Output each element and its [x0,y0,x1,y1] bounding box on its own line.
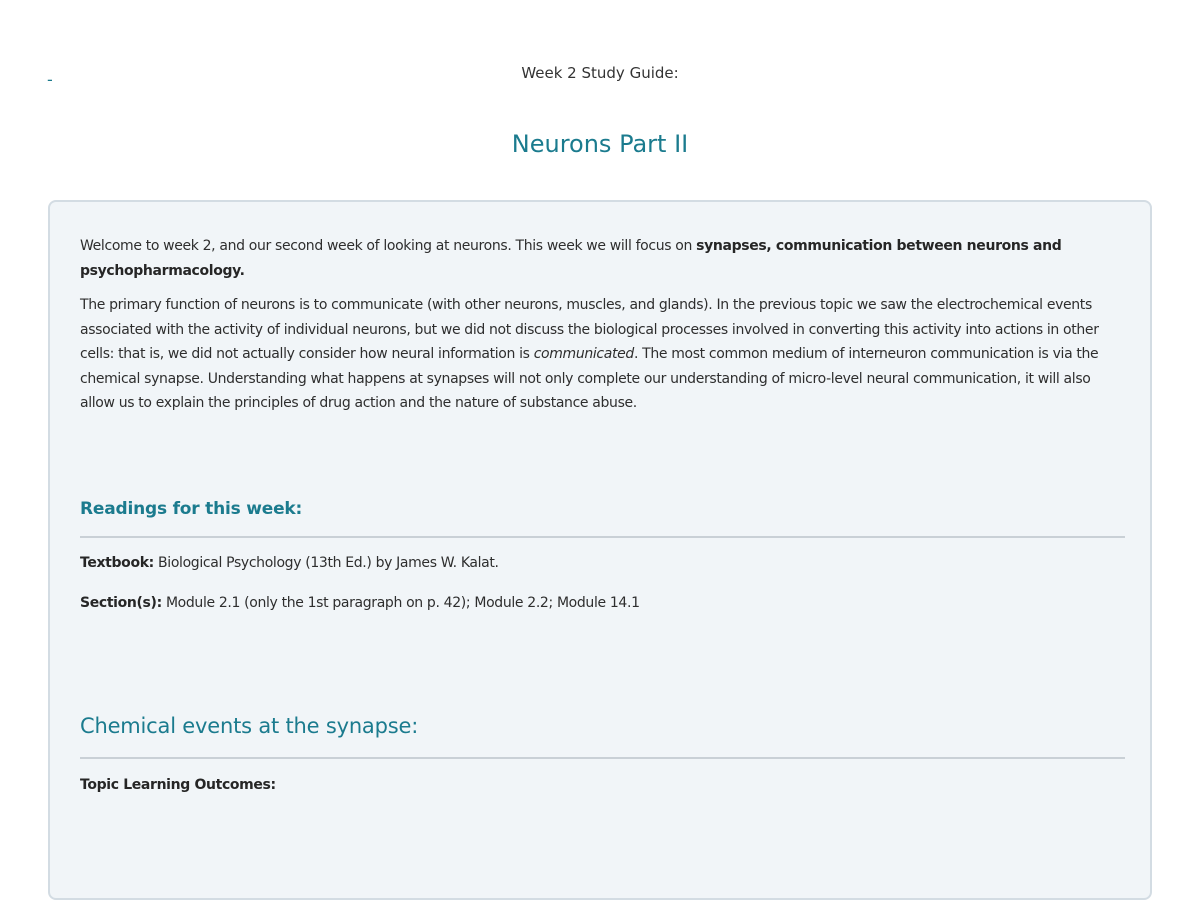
textbook-value: Biological Psychology (13th Ed.) by James W. Kalat. [153,555,499,571]
intro-bold-text: synapses, communication between neurons and psychopharmacology. [80,238,1062,279]
content-card [48,200,1152,900]
intro-p2-before: The primary function of neurons is to communicate (with other neurons, muscles, and glands). In the previous topic we saw the electrochemical events associated with the activity of individual neurons, but we did not discuss the biological processes involved in converting this activity into actions in other cells: that is, we did not actually consider how neural information is [80,297,1099,362]
textbook-line [80,551,499,576]
sections-value: Module 2.1 (only the 1st paragraph on p. 42); Module 2.2; Module 14.1 [161,595,640,611]
chemical-divider [80,757,1125,759]
sections-label: Section(s): [80,595,162,611]
readings-heading: Readings for this week: [80,499,303,519]
dash-marker: - [47,70,53,89]
textbook-label: Textbook: [80,555,154,571]
intro-paragraph-1 [80,234,1125,283]
intro-p2-italic: communicated [533,346,634,362]
intro-paragraph-2 [80,293,1125,416]
page-subtitle: Week 2 Study Guide: [521,64,679,82]
intro-p2-after: . The most common medium of interneuron communication is via the chemical synapse. Understanding what happens at synapses will not only complete our understanding of micro-level neural communication, it will also allow us to explain the principles of drug action and the nature of substance abuse. [80,346,1099,411]
chemical-heading: Chemical events at the synapse: [80,714,419,738]
readings-divider [80,536,1125,538]
outcomes-line [80,773,276,798]
sections-line [80,591,640,616]
outcomes-label: Topic Learning Outcomes: [80,777,276,793]
page-title: Neurons Part II [511,130,689,158]
intro-text: Welcome to week 2, and our second week of looking at neurons. This week we will focus on [80,238,697,254]
